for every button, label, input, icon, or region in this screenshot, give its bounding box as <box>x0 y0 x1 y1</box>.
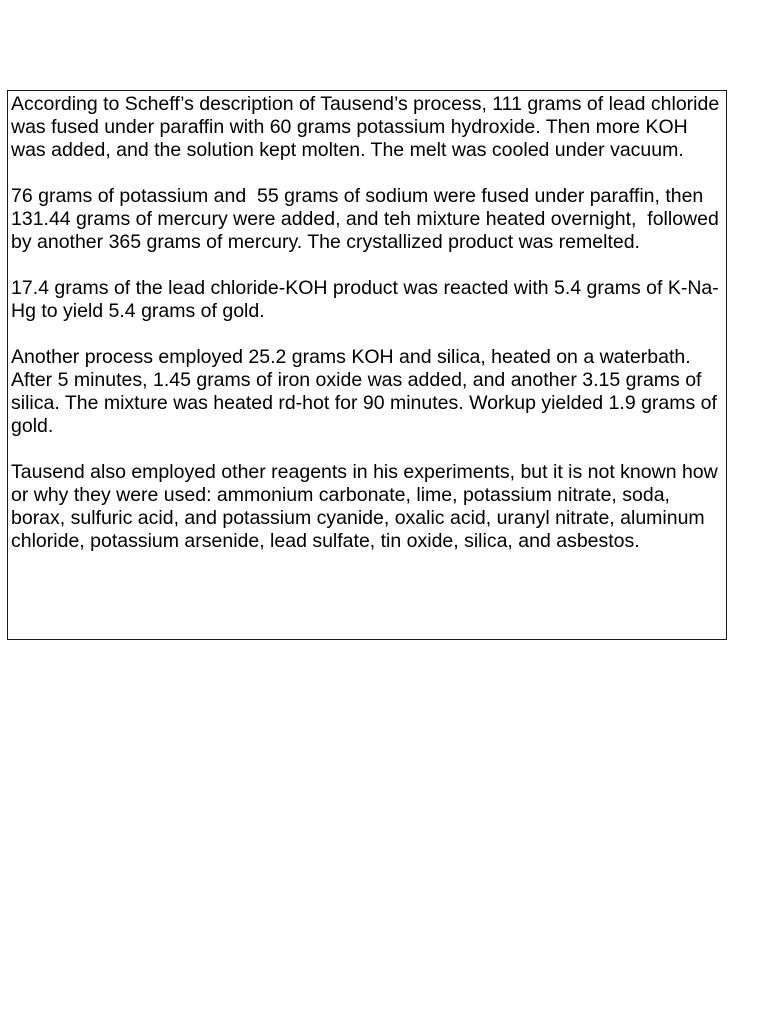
paragraph-another-process: Another process employed 25.2 grams KOH and silica, heated on a waterbath. After 5 minutes, 1.45 grams of iron oxide was added, and another 3.15 grams of silica. The mixture was heated rd-hot for 90 minutes. Workup yielded 1.9 grams of gold. <box>11 346 723 437</box>
paragraph-tausend-process: According to Scheff’s description of Tausend’s process, 111 grams of lead chloride was fused under paraffin with 60 grams potassium hydroxide. Then more KOH was added, and the solution kept molten. The melt was cooled under vacuum. <box>11 93 725 161</box>
text-box <box>7 90 727 640</box>
paragraph-gold-yield: 17.4 grams of the lead chloride-KOH product was reacted with 5.4 grams of K-Na-Hg to yield 5.4 grams of gold. <box>11 277 719 322</box>
paragraph-amalgam-preparation: 76 grams of potassium and 55 grams of sodium were fused under paraffin, then 131.44 grams of mercury were added, and teh mixture heated overnight, followed by another 365 grams of mercury. The crystallized product was remelted. <box>11 185 725 253</box>
paragraph-other-reagents: Tausend also employed other reagents in his experiments, but it is not known how or why they were used: ammonium carbonate, lime, potassium nitrate, soda, borax, sulfuric acid, and potassium cyanide, oxalic acid, uranyl nitrate, aluminum chloride, potassium arsenide, lead sulfate, tin oxide, silica, and asbestos. <box>11 461 724 552</box>
